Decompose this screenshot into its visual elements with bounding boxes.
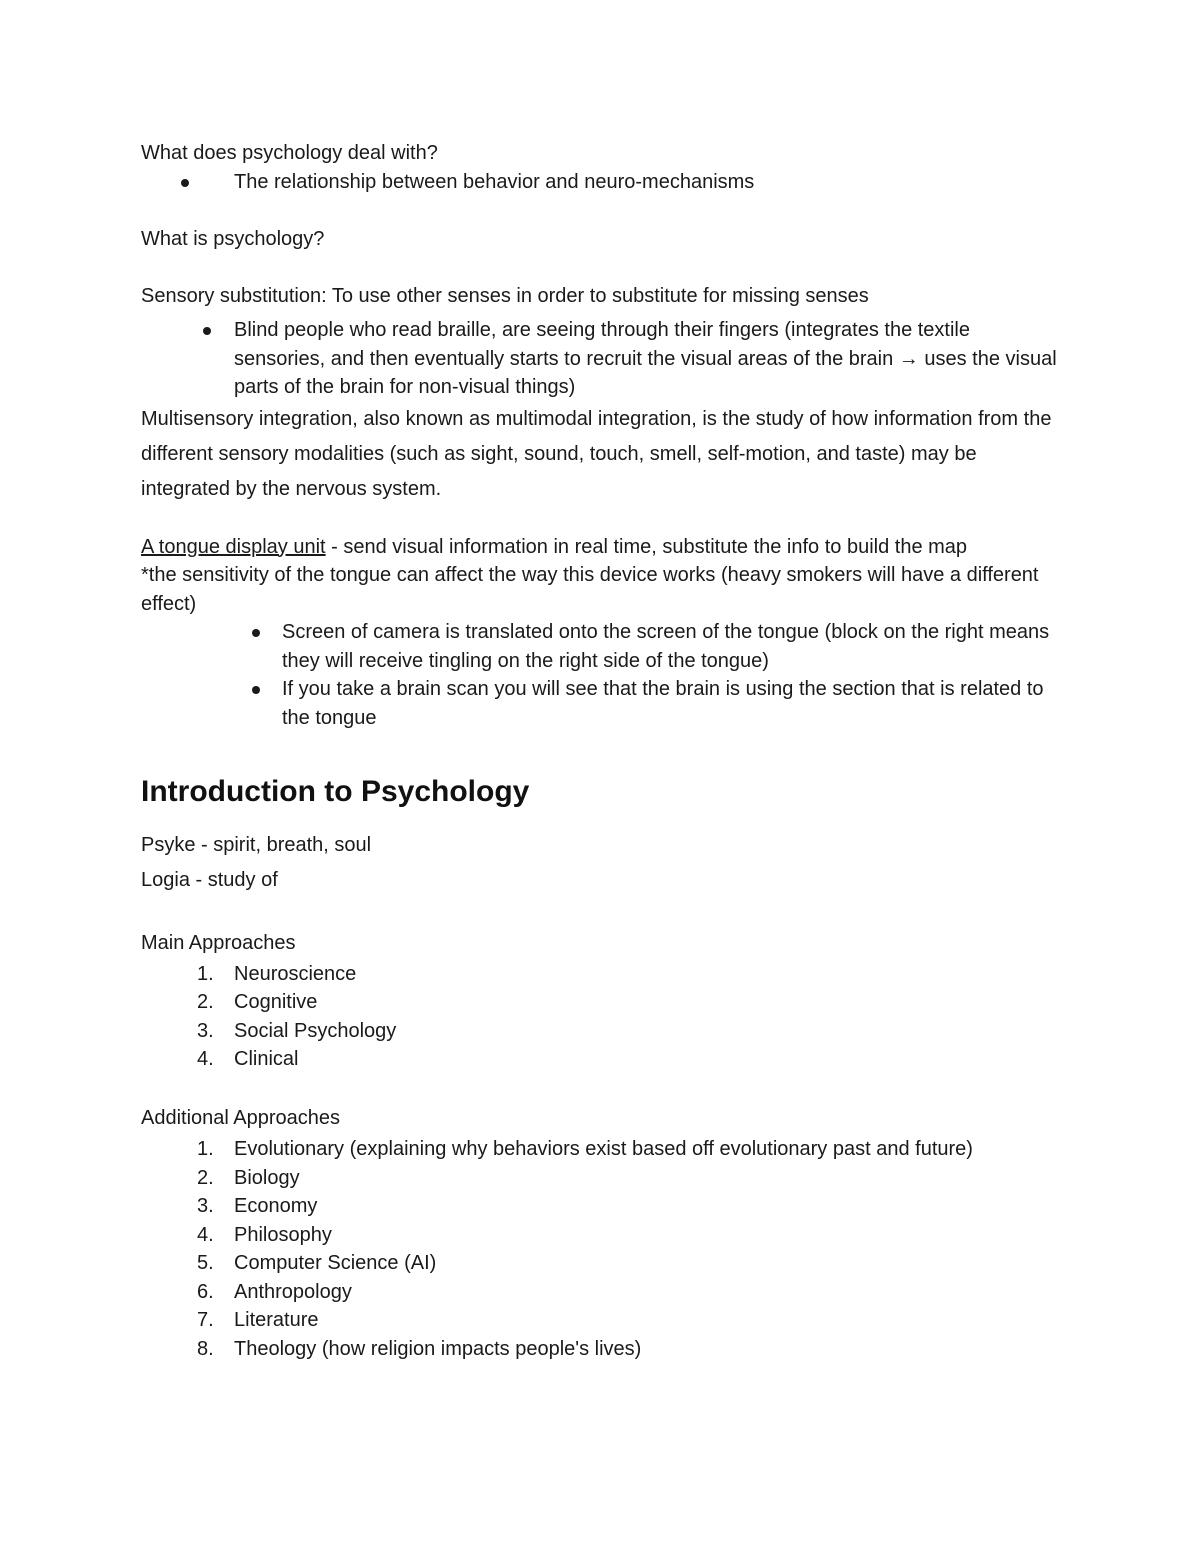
list-item-text: Blind people who read braille, are seeing through their fingers (integrates the textile sensories, and then eventually starts to recruit the visual areas of the brain → uses the visual parts of the brain for non-visual things): [234, 319, 1057, 398]
tongue-display-term: A tongue display unit: [141, 535, 326, 558]
tongue-display-description: - send visual information in real time, substitute the info to build the map: [325, 535, 968, 558]
main-approaches-list: [141, 960, 1061, 1074]
list-item: [141, 618, 1061, 675]
tongue-sensitivity-note: *the sensitivity of the tongue can affect the way this device works (heavy smokers will have a different effect): [141, 564, 1039, 615]
section-heading: Introduction to Psychology: [141, 775, 530, 808]
list-item: 7. Literature: [197, 1309, 319, 1331]
list-item: 1. Neuroscience: [197, 962, 357, 985]
bullet-list: [141, 618, 1061, 732]
bullet-icon: [203, 327, 211, 335]
list-item: 5. Computer Science (AI): [197, 1252, 437, 1274]
list-item: 1. Evolutionary (explaining why behaviors exist based off evolutionary past and future): [197, 1138, 973, 1160]
bullet-list: [141, 316, 1061, 402]
list-item: [141, 168, 1061, 197]
list-item: 3. Social Psychology: [197, 1019, 397, 1042]
sensory-substitution-definition: Sensory substitution: To use other senses in order to substitute for missing senses: [141, 284, 869, 307]
bullet-icon: [252, 686, 260, 694]
additional-approaches-list: [141, 1135, 1061, 1363]
question-what-is-psychology: What is psychology?: [141, 227, 325, 250]
list-item: [141, 675, 1061, 732]
question-psychology-deals-with: What does psychology deal with?: [141, 142, 438, 164]
list-item: [141, 316, 1061, 402]
bullet-list: [141, 168, 1061, 197]
tongue-display-paragraph: [141, 533, 1061, 562]
additional-approaches-title: Additional Approaches: [141, 1107, 341, 1129]
multisensory-paragraph: Multisensory integration, also known as multimodal integration, is the study of how information from the different sensory modalities (such as sight, sound, touch, smell, self-motion, and taste) may be integrated by the nervous system.: [141, 407, 1052, 500]
list-item: 2. Biology: [197, 1166, 300, 1189]
document-page: [141, 139, 1061, 1363]
list-item: 4. Philosophy: [197, 1223, 332, 1246]
bullet-icon: [181, 179, 189, 187]
list-item: 6. Anthropology: [197, 1280, 352, 1303]
bullet-icon: [252, 629, 260, 637]
psyke-definition: Psyke - spirit, breath, soul: [141, 834, 372, 856]
list-item: 4. Clinical: [197, 1048, 299, 1070]
list-item: 3. Economy: [197, 1195, 318, 1217]
main-approaches-title: Main Approaches: [141, 931, 296, 954]
list-item: 2. Cognitive: [197, 991, 318, 1013]
list-item-text: If you take a brain scan you will see that the brain is using the section that is related to the tongue: [282, 678, 1044, 729]
list-item: 8. Theology (how religion impacts people's lives): [197, 1337, 642, 1360]
list-item-text: The relationship between behavior and neuro-mechanisms: [234, 170, 755, 193]
logia-definition: Logia - study of: [141, 869, 278, 891]
list-item-text: Screen of camera is translated onto the screen of the tongue (block on the right means they will receive tingling on the right side of the tongue): [282, 621, 1050, 672]
